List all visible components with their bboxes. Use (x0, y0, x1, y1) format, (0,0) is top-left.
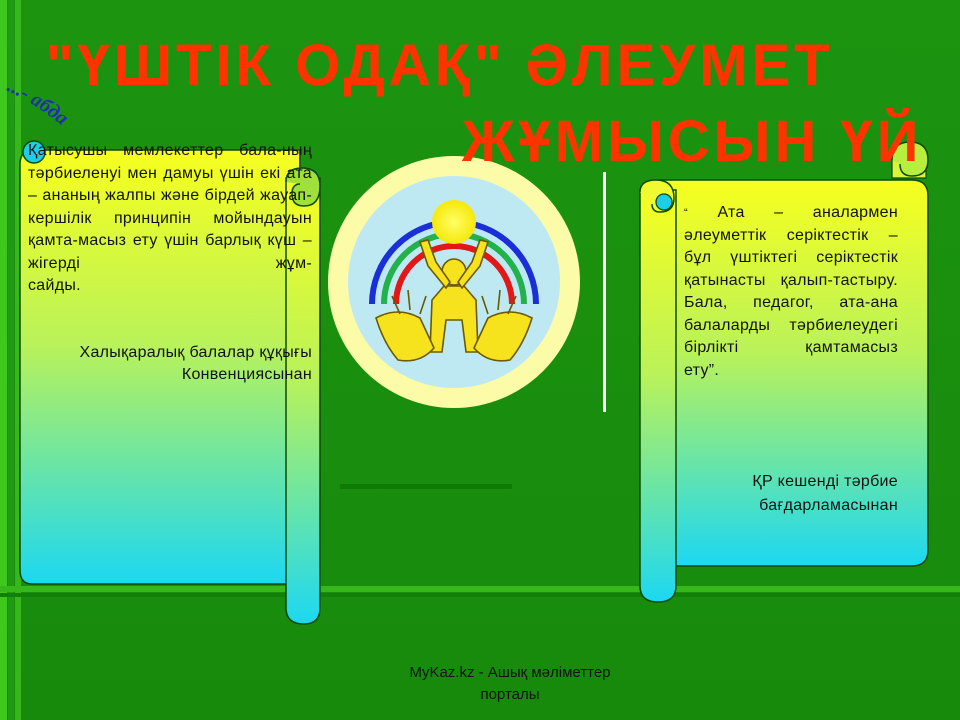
title-line-2: ЖҰМЫСЫН ҮЙ (462, 109, 923, 174)
title-line-1: "ҮШТІК ОДАҚ" ӘЛЕУМЕТ (46, 33, 834, 98)
left-scroll-text (28, 140, 312, 298)
right-scroll-body: Ата – аналармен әлеуметтік серіктестік – бұл үштіктегі серіктестік қатынасты қалып-тастыру. Бала, педагог, ата-ана балаларды тәрбиелеудегі бірлікті қамтамасыз (684, 204, 899, 356)
divider-line (0, 586, 960, 592)
divider-line (0, 593, 960, 597)
left-scroll-body: Қатысушы мемлекеттер бала-ның тәрбиеленуі мен дамуы үшін екі ата – ананың жалпы және бірдей жауап-кершілік принципін мойындауын қамта-масыз ету үшін барлық күш – жігерді жұм- (28, 142, 312, 272)
vertical-line (603, 172, 606, 412)
left-scroll-last-word: сайды. (28, 277, 81, 294)
right-scroll-last-word: ету”. (684, 361, 720, 379)
right-scroll-source: ҚР кешенді тәрбие бағдарламасынан (752, 473, 898, 514)
left-scroll-source: Халықаралық балалар құқығы Конвенциясынан (79, 344, 312, 383)
divider-line (340, 484, 512, 489)
quote-mark: “ (684, 207, 688, 219)
footer-text: MyKaz.kz - Ашық мәліметтер порталы (409, 664, 611, 703)
curved-label-text: ...- абда (3, 74, 73, 130)
emblem (328, 156, 580, 408)
right-scroll-text (684, 202, 898, 382)
